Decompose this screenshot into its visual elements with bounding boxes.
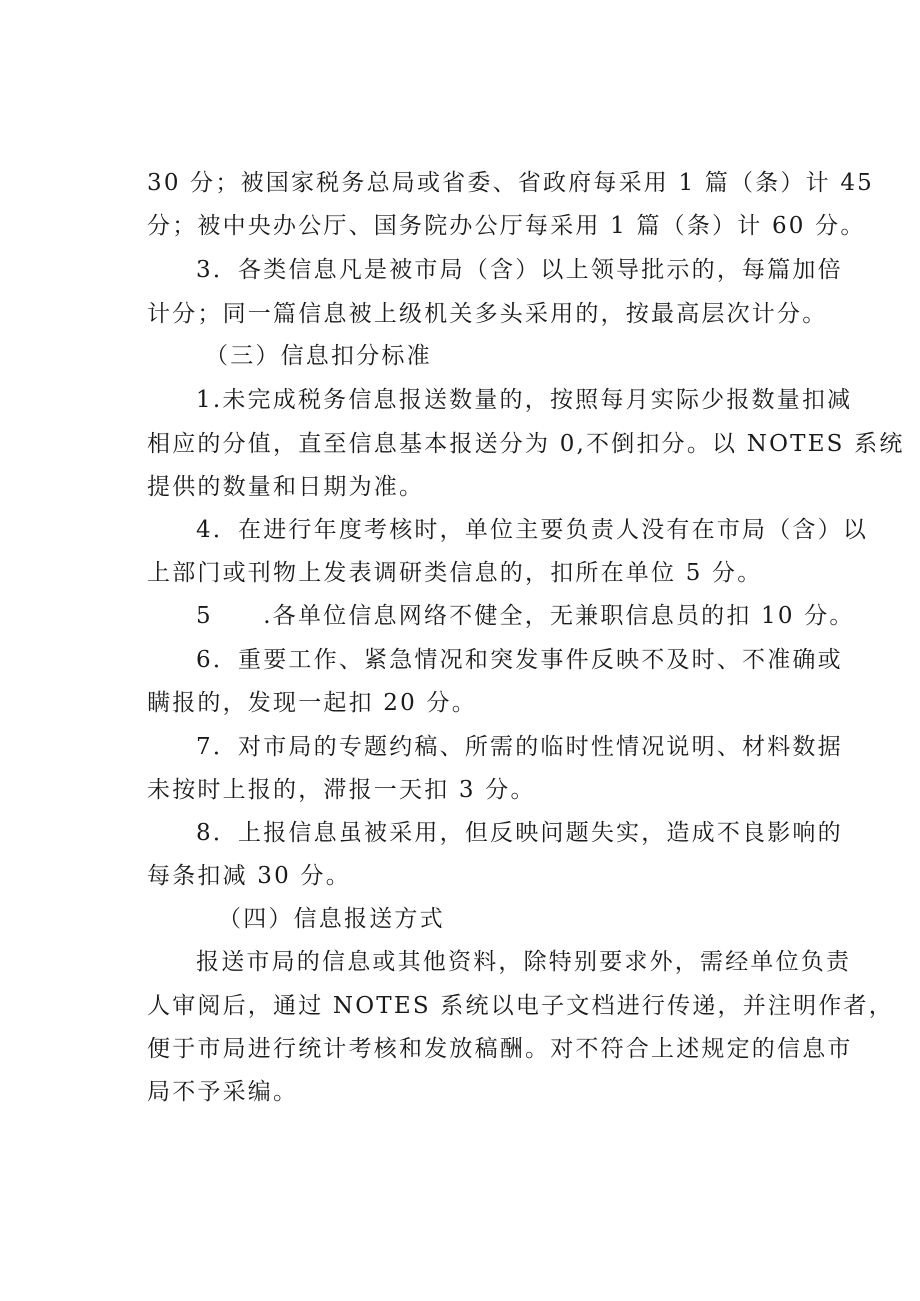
text-line-2: 分；被中央办公厅、国务院办公厅每采用 1 篇（条）计 60 分。	[147, 213, 866, 239]
text-line-12: 6．重要工作、紧急情况和突发事件反映不及时、不准确或	[196, 647, 843, 673]
text-line-21: 便于市局进行统计考核和发放稿酬。对不符合上述规定的信息市	[147, 1036, 853, 1062]
text-line-13: 瞒报的，发现一起扣 20 分。	[147, 690, 477, 716]
text-line-17: 每条扣减 30 分。	[147, 863, 351, 889]
text-line-15: 未按时上报的，滞报一天扣 3 分。	[147, 777, 536, 803]
text-line-19: 报送市局的信息或其他资料，除特别要求外，需经单位负责	[196, 949, 852, 975]
text-line-1: 30 分；被国家税务总局或省委、省政府每采用 1 篇（条）计 45	[147, 170, 875, 196]
text-line-4: 计分；同一篇信息被上级机关多头采用的，按最高层次计分。	[147, 301, 828, 327]
section-heading-4: （四）信息报送方式	[218, 906, 445, 932]
text-line-14: 7．对市局的专题约稿、所需的临时性情况说明、材料数据	[196, 734, 843, 760]
text-line-20: 人审阅后，通过 NOTES 系统以电子文档进行传递，并注明作者，	[147, 993, 894, 1019]
text-line-16: 8．上报信息虽被采用，但反映问题失实，造成不良影响的	[196, 820, 843, 846]
text-line-8: 提供的数量和日期为准。	[147, 474, 425, 500]
text-line-6: 1.未完成税务信息报送数量的，按照每月实际少报数量扣减	[196, 387, 853, 413]
text-line-11: 5 .各单位信息网络不健全，无兼职信息员的扣 10 分。	[196, 603, 855, 629]
text-line-9: 4．在进行年度考核时，单位主要负责人没有在市局（含）以	[196, 517, 869, 543]
text-line-3: 3．各类信息凡是被市局（含）以上领导批示的，每篇加倍	[196, 257, 843, 283]
text-line-10: 上部门或刊物上发表调研类信息的，扣所在单位 5 分。	[147, 560, 763, 586]
section-heading-3: （三）信息扣分标准	[205, 343, 432, 369]
text-line-22: 局不予采编。	[147, 1079, 299, 1105]
text-line-7: 相应的分值，直至信息基本报送分为 0,不倒扣分。以 NOTES 系统	[147, 431, 905, 457]
